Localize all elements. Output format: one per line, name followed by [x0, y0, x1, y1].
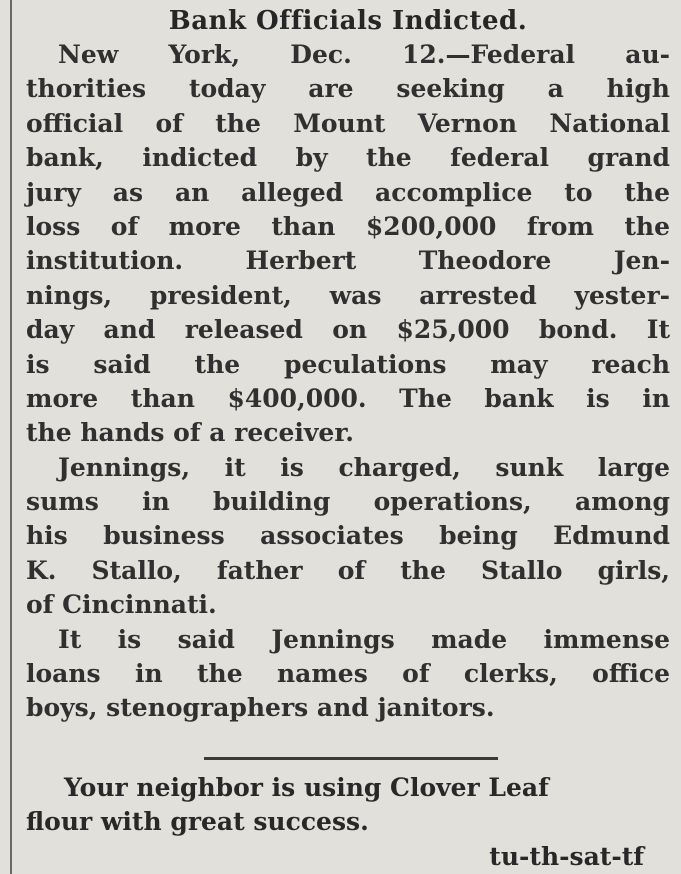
text-line: nings, president, was arrested yester-: [26, 280, 670, 310]
paragraph-3: [26, 623, 670, 726]
text-line: the hands of a receiver.: [26, 418, 354, 448]
text-line: his business associates being Edmund: [26, 521, 670, 551]
paragraph-2: [26, 451, 670, 623]
paragraph-1: [26, 38, 670, 451]
ad-line: Your neighbor is using Clover Leaf: [64, 773, 549, 802]
text-line: of Cincinnati.: [26, 590, 217, 620]
headline: Bank Officials Indicted.: [168, 6, 528, 36]
advertisement: [26, 771, 670, 874]
text-line: It is said Jennings made immense: [58, 624, 670, 654]
text-line: New York, Dec. 12.—Federal au-: [58, 40, 670, 69]
text-line: official of the Mount Vernon National: [26, 108, 670, 138]
text-line: loss of more than $200,000 from the: [26, 211, 670, 241]
text-line: sums in building operations, among: [26, 487, 670, 517]
text-line: day and released on $25,000 bond. It: [26, 315, 670, 345]
text-line: thorities today are seeking a high: [26, 74, 670, 104]
text-line: more than $400,000. The bank is in: [26, 383, 670, 413]
text-line: institution. Herbert Theodore Jen-: [26, 246, 670, 276]
text-line: loans in the names of clerks, office: [26, 659, 670, 689]
text-line: boys, stenographers and janitors.: [26, 693, 495, 723]
text-line: bank, indicted by the federal grand: [26, 143, 670, 173]
text-line: is said the peculations may reach: [26, 349, 670, 379]
ad-code: tu-th-sat-tf: [489, 841, 644, 871]
ad-line: flour with great success.: [26, 807, 369, 837]
text-line: jury as an alleged accomplice to the: [26, 177, 670, 207]
divider-rule: [204, 757, 498, 760]
text-line: Jennings, it is charged, sunk large: [58, 452, 670, 482]
column-rule: [10, 0, 12, 874]
article: [26, 4, 670, 726]
text-line: K. Stallo, father of the Stallo girls,: [26, 555, 670, 585]
